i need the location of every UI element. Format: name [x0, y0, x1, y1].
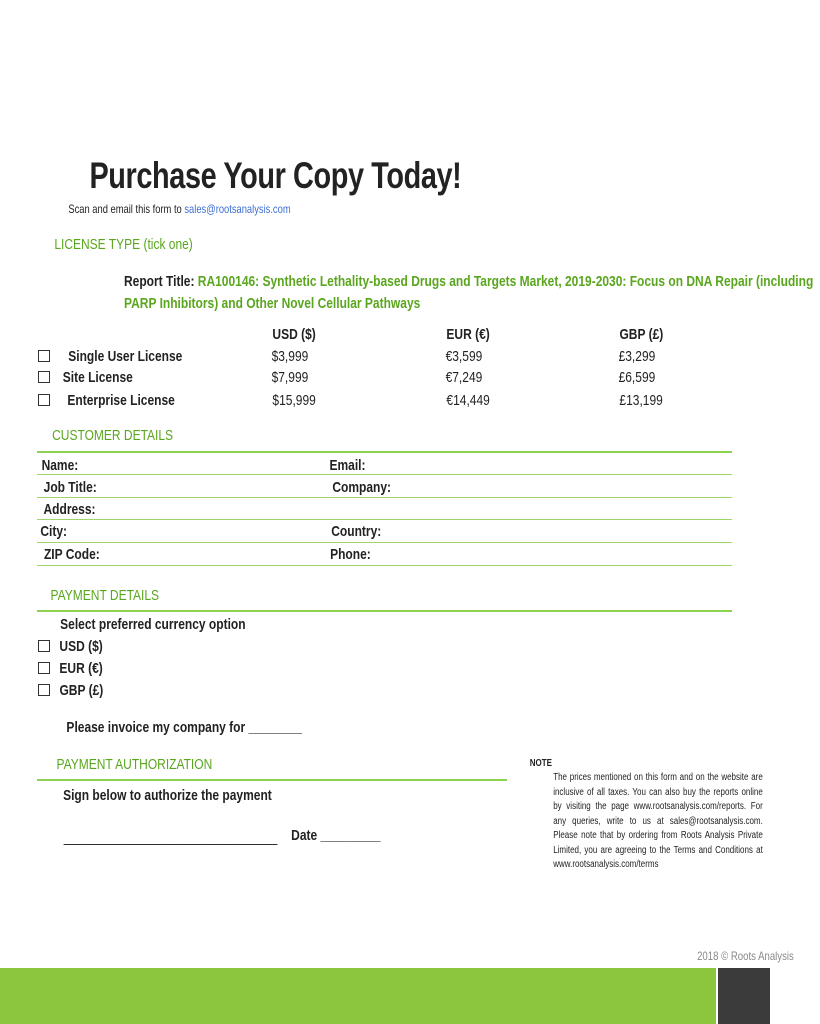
authorization-heading-rule — [37, 779, 507, 781]
site-gbp-price: £6,599 — [618, 369, 656, 386]
invoice-text[interactable]: Please invoice my company for ________ — [66, 719, 302, 736]
page-title: Purchase Your Copy Today! — [89, 155, 462, 196]
single-user-usd-price: $3,999 — [271, 348, 309, 365]
job-title-label: Job Title: — [43, 479, 97, 496]
signature-line[interactable]: ________________________________ — [63, 829, 278, 846]
gbp-currency-checkbox[interactable] — [38, 684, 50, 696]
payment-heading-rule — [37, 610, 732, 612]
customer-details-heading: CUSTOMER DETAILS — [52, 427, 174, 444]
name-label: Name: — [41, 457, 79, 474]
single-user-gbp-price: £3,299 — [618, 348, 656, 365]
note-heading: NOTE — [529, 758, 553, 769]
enterprise-license-label: Enterprise License — [67, 392, 175, 409]
report-title-block — [124, 271, 820, 315]
job-company-field-line[interactable] — [37, 497, 732, 498]
zip-phone-field-line[interactable] — [37, 565, 732, 566]
email-label: Email: — [329, 457, 366, 474]
scan-prefix: Scan and email this form to — [68, 202, 185, 216]
license-type-heading: LICENSE TYPE (tick one) — [54, 236, 193, 253]
date-field[interactable]: Date _________ — [291, 827, 381, 844]
usd-currency-label: USD ($) — [59, 638, 103, 655]
footer-dark-block — [716, 968, 770, 1024]
footer-green-bar — [0, 968, 716, 1024]
city-label: City: — [40, 523, 68, 540]
note-text: The prices mentioned on this form and on the website are inclusive of all taxes. You can also buy the reports online by visiting the page www.rootsanalysis.com/reports. For any queries, write to us at sales@rootsanalysis.com. Please note that by ordering from Roots Analysis Private Limited, you are agreeing to the Terms and Conditions at www.rootsanalysis.com/terms — [553, 772, 763, 870]
enterprise-eur-price: €14,449 — [446, 392, 490, 409]
single-user-license-checkbox[interactable] — [38, 350, 50, 362]
single-user-eur-price: €3,599 — [445, 348, 483, 365]
single-user-license-label: Single User License — [68, 348, 183, 365]
customer-heading-rule — [37, 451, 732, 453]
report-title-text: RA100146: Synthetic Lethality-based Drugs and Targets Market, 2019-2030: Focus on DNA Repair (including PARP Inhibitors) and Other Novel Cellular Pathways — [124, 273, 814, 312]
eur-currency-label: EUR (€) — [59, 660, 103, 677]
payment-authorization-heading: PAYMENT AUTHORIZATION — [56, 756, 213, 773]
zip-code-label: ZIP Code: — [43, 546, 100, 563]
site-license-label: Site License — [62, 369, 133, 386]
report-title-label: Report Title: — [124, 273, 198, 290]
address-field-line[interactable] — [37, 519, 732, 520]
name-email-field-line[interactable] — [37, 474, 732, 475]
payment-details-heading: PAYMENT DETAILS — [50, 587, 160, 604]
gbp-currency-label: GBP (£) — [59, 682, 104, 699]
eur-currency-checkbox[interactable] — [38, 662, 50, 674]
site-eur-price: €7,249 — [445, 369, 483, 386]
enterprise-usd-price: $15,999 — [272, 392, 316, 409]
enterprise-gbp-price: £13,199 — [619, 392, 663, 409]
site-license-checkbox[interactable] — [38, 371, 50, 383]
footer-copyright: 2018 © Roots Analysis — [697, 949, 794, 963]
site-usd-price: $7,999 — [271, 369, 309, 386]
phone-label: Phone: — [330, 546, 371, 563]
scan-instruction — [68, 202, 290, 216]
address-label: Address: — [43, 501, 96, 518]
company-label: Company: — [332, 479, 392, 496]
sign-instruction: Sign below to authorize the payment — [63, 787, 272, 804]
usd-currency-checkbox[interactable] — [38, 640, 50, 652]
currency-select-label: Select preferred currency option — [60, 616, 246, 633]
eur-column-header: EUR (€) — [446, 326, 490, 343]
sales-email-link[interactable]: sales@rootsanalysis.com — [184, 202, 291, 216]
enterprise-license-checkbox[interactable] — [38, 394, 50, 406]
city-country-field-line[interactable] — [37, 542, 732, 543]
usd-column-header: USD ($) — [272, 326, 316, 343]
country-label: Country: — [331, 523, 382, 540]
gbp-column-header: GBP (£) — [619, 326, 664, 343]
